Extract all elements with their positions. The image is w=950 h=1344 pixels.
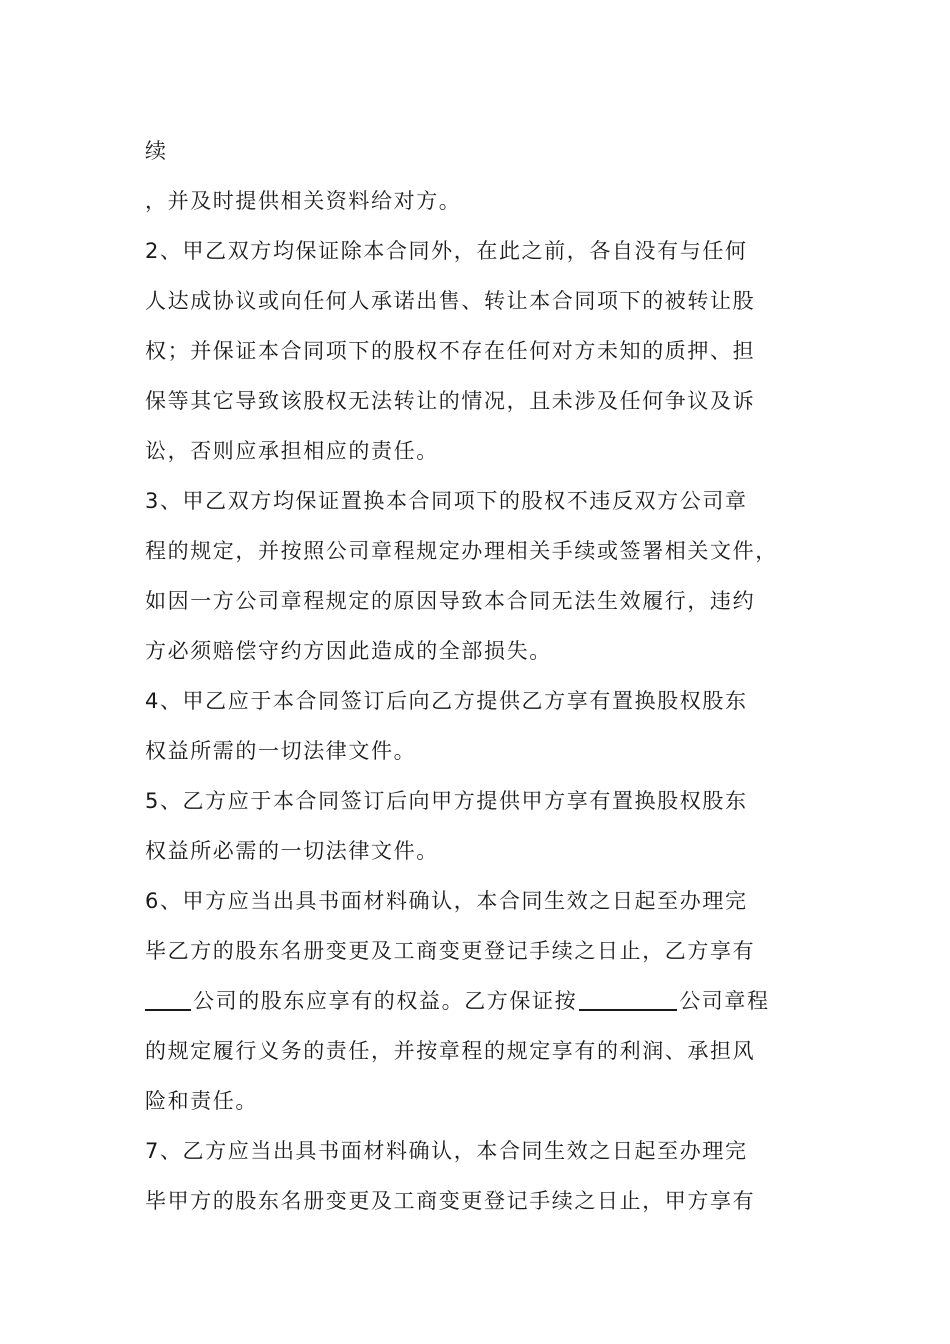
text-line: 5、乙方应于本合同签订后向甲方提供甲方享有置换股权股东 [145, 789, 748, 813]
text-line: 权益所必需的一切法律文件。 [145, 839, 439, 863]
text-line: 保等其它导致该股权无法转让的情况，且未涉及任何争议及诉 [145, 389, 756, 413]
text-line: 7、乙方应当出具书面材料确认，本合同生效之日起至办理完 [145, 1139, 748, 1163]
fill-in-blank[interactable] [145, 1009, 191, 1011]
text-line: 2、甲乙双方均保证除本合同外，在此之前，各自没有与任何 [145, 239, 748, 263]
text-line: ，并及时提供相关资料给对方。 [145, 189, 462, 213]
text-line: 毕乙方的股东名册变更及工商变更登记手续之日止，乙方享有 [145, 939, 756, 963]
text-line: 3、甲乙双方均保证置换本合同项下的股权不违反双方公司章 [145, 489, 748, 513]
text-segment: 公司章程 [679, 989, 770, 1013]
text-line: 续 [145, 139, 168, 163]
text-line: 讼，否则应承担相应的责任。 [145, 439, 439, 463]
text-line: 方必须赔偿守约方因此造成的全部损失。 [145, 639, 552, 663]
text-line: 权；并保证本合同项下的股权不存在任何对方未知的质押、担 [145, 339, 756, 363]
text-line: 权益所需的一切法律文件。 [145, 739, 417, 763]
text-line: 6、甲方应当出具书面材料确认，本合同生效之日起至办理完 [145, 889, 748, 913]
fill-in-blank[interactable] [579, 1009, 677, 1011]
text-line: 险和责任。 [145, 1089, 258, 1113]
text-line: 如因一方公司章程规定的原因导致本合同无法生效履行，违约 [145, 589, 756, 613]
text-line: 毕甲方的股东名册变更及工商变更登记手续之日止，甲方享有 [145, 1189, 756, 1213]
text-line: 人达成协议或向任何人承诺出售、转让本合同项下的被转让股 [145, 289, 756, 313]
text-segment: 公司的股东应享有的权益。乙方保证按 [193, 989, 578, 1013]
text-line: 4、甲乙应于本合同签订后向乙方提供乙方享有置换股权股东 [145, 689, 748, 713]
text-line: 的规定履行义务的责任，并按章程的规定享有的利润、承担风 [145, 1039, 756, 1063]
text-line: 程的规定，并按照公司章程规定办理相关手续或签署相关文件， [145, 539, 778, 563]
text-line-with-blanks [145, 976, 825, 1026]
